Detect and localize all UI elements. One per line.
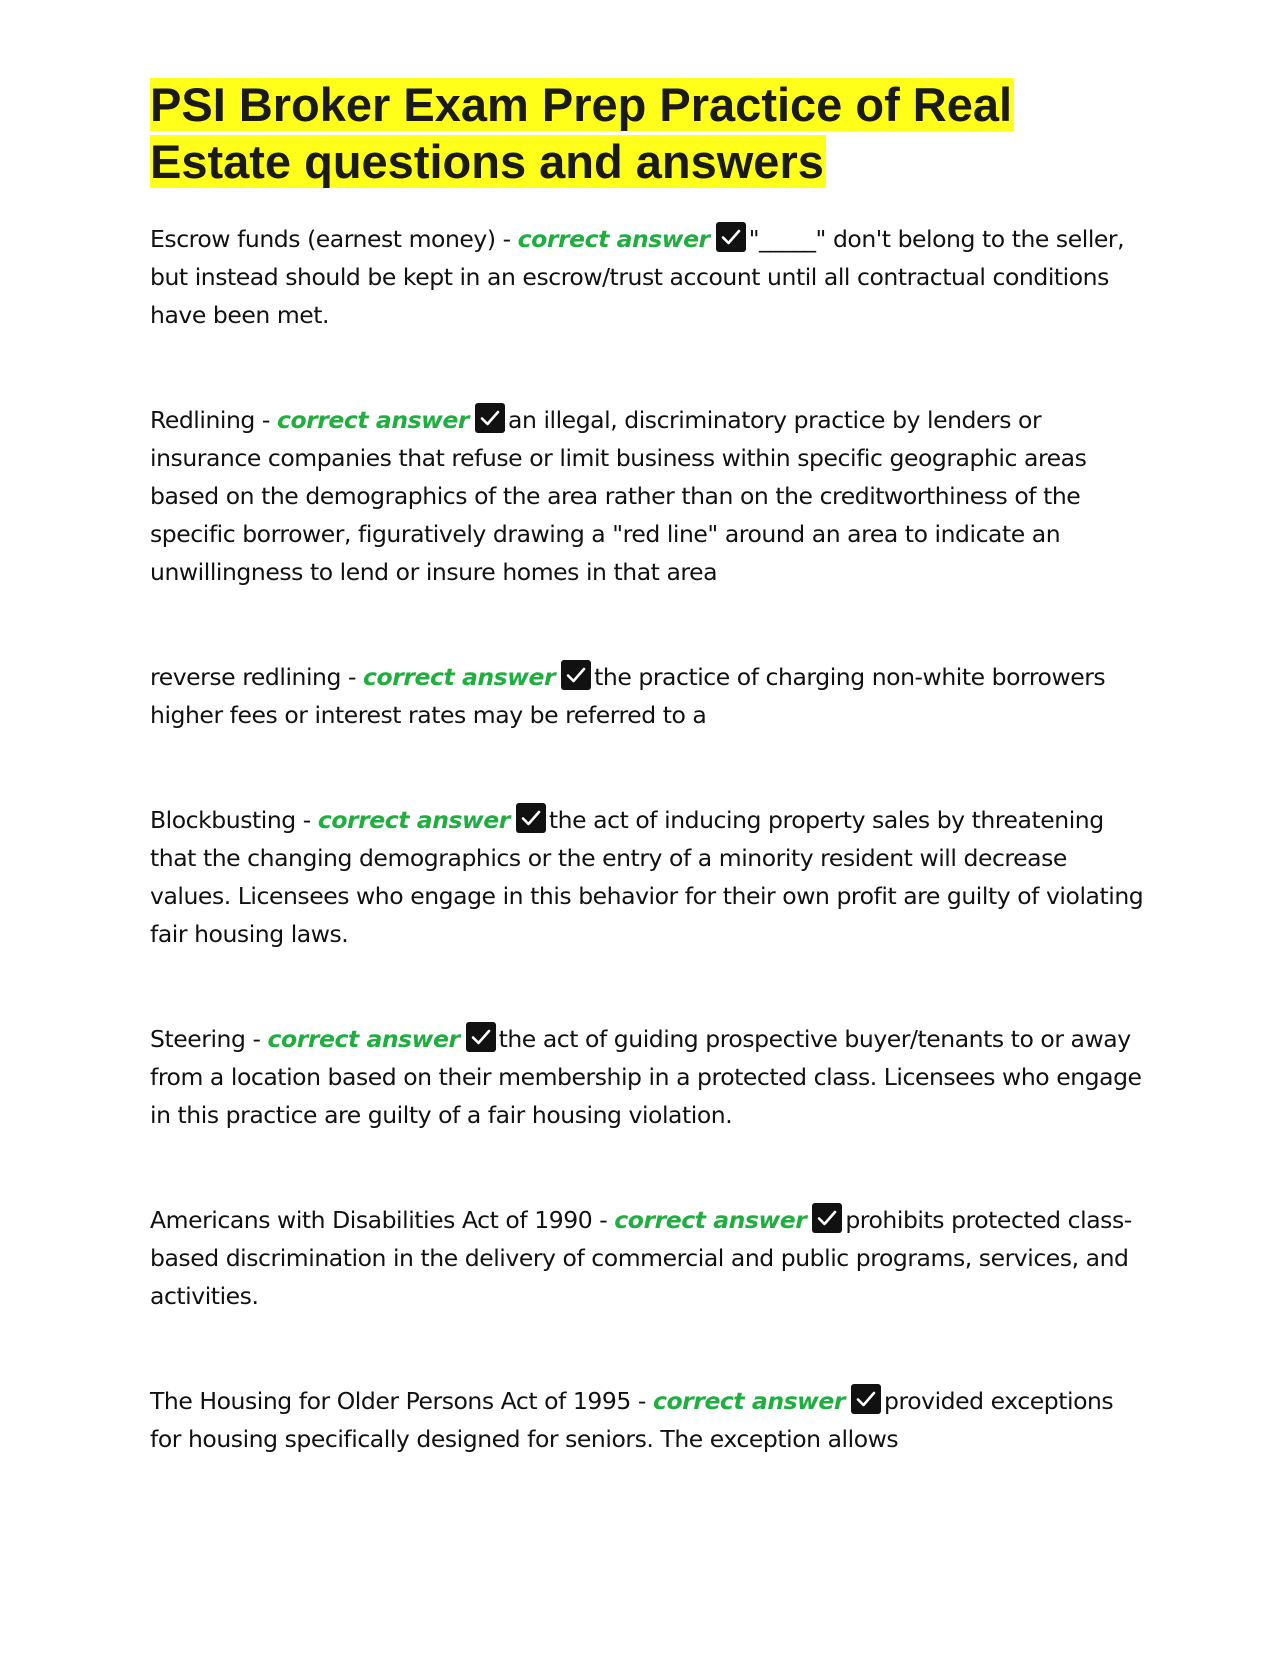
title-highlight: PSI Broker Exam Prep Practice of Real Estate questions and answers — [150, 78, 1013, 188]
check-mark-icon — [851, 1384, 881, 1414]
question-term: Americans with Disabilities Act of 1990 - — [150, 1206, 615, 1234]
check-mark-icon — [561, 660, 591, 690]
qa-entry-escrow — [150, 220, 1150, 334]
question-term: Redlining - — [150, 406, 277, 434]
check-mark-icon — [466, 1022, 496, 1052]
answer-label: correct answer — [276, 406, 470, 434]
answer-definition: provided exceptions for housing specifically designed for seniors. The exception allows — [150, 1387, 1114, 1453]
qa-entry-redlining — [150, 401, 1150, 591]
answer-label: correct answer — [267, 1025, 460, 1053]
qa-entry-ada-1990 — [150, 1201, 1150, 1315]
answer-label: correct answer — [614, 1206, 807, 1234]
document-page — [150, 76, 1150, 1458]
answer-definition: the practice of charging non-white borrowers higher fees or interest rates may be referred to a — [150, 663, 1106, 729]
check-mark-icon — [516, 803, 546, 833]
check-mark-icon — [475, 403, 505, 433]
question-term: Steering - — [150, 1025, 268, 1053]
qa-entry-steering — [150, 1020, 1150, 1134]
question-term: Blockbusting - — [150, 806, 318, 834]
answer-label: correct answer — [363, 663, 556, 691]
question-term: Escrow funds (earnest money) - — [150, 225, 518, 253]
question-term: reverse redlining - — [150, 663, 364, 691]
check-mark-icon — [716, 222, 746, 252]
answer-definition: the act of inducing property sales by threatening that the changing demographics or the entry of a minority resident will decrease values. Licensees who engage in this behavior for their own profit are guilty of violating fair housing laws. — [150, 806, 1144, 948]
answer-label: correct answer — [317, 806, 510, 834]
answer-definition: "_____" don't belong to the seller, but instead should be kept in an escrow/trust account until all contractual conditions have been met. — [150, 225, 1125, 329]
qa-entry-hopa-1995 — [150, 1382, 1150, 1458]
answer-label: correct answer — [517, 225, 710, 253]
question-term: The Housing for Older Persons Act of 1995 - — [150, 1387, 653, 1415]
document-title — [150, 76, 1150, 190]
check-mark-icon — [812, 1203, 842, 1233]
answer-definition: the act of guiding prospective buyer/tenants to or away from a location based on their membership in a protected class. Licensees who engage in this practice are guilty of a fair housing violation. — [150, 1025, 1142, 1129]
answer-definition: prohibits protected class-based discrimination in the delivery of commercial and public programs, services, and activities. — [150, 1206, 1132, 1310]
qa-entry-blockbusting — [150, 801, 1150, 953]
answer-label: correct answer — [652, 1387, 846, 1415]
qa-entry-reverse-redlining — [150, 658, 1150, 734]
answer-definition: an illegal, discriminatory practice by lenders or insurance companies that refuse or limit business within specific geographic areas based on the demographics of the area rather than on the creditworthiness of the specific borrower, figuratively drawing a "red line" around an area to indicate an unwillingness to lend or insure homes in that area — [150, 406, 1087, 586]
